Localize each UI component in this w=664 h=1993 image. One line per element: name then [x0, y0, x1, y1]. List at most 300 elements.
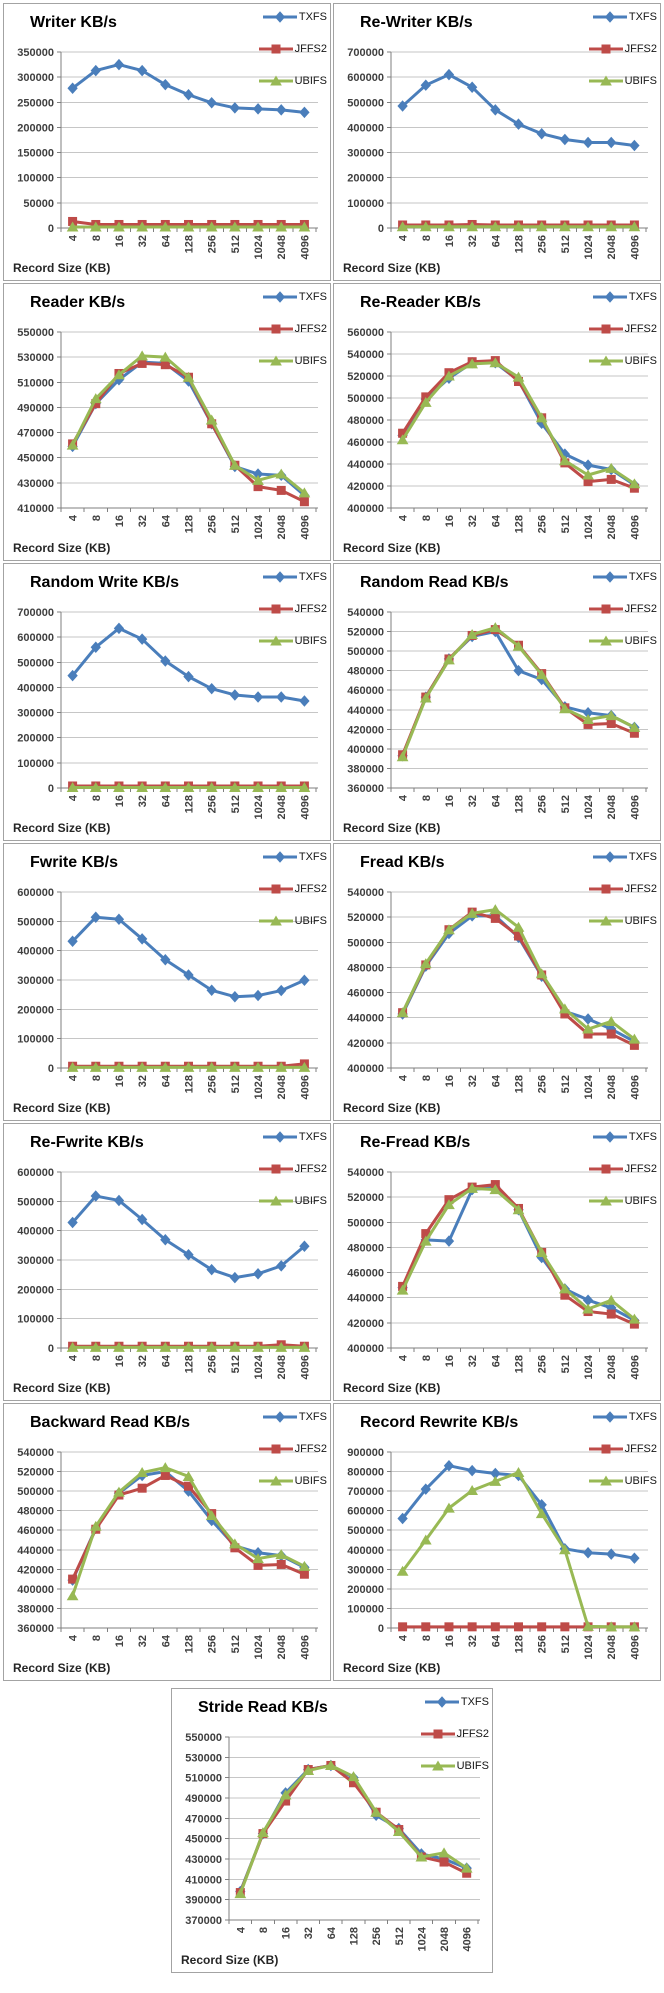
jffs2-square-marker-icon — [420, 1728, 456, 1740]
x-tick-label: 64 — [160, 795, 173, 808]
x-tick-label: 8 — [90, 1635, 103, 1642]
legend-item-ubifs — [588, 634, 657, 647]
legend — [258, 290, 327, 367]
txfs-data-point-marker-icon — [254, 692, 263, 702]
x-tick-label: 2048 — [606, 1075, 619, 1100]
series-jffs2 — [236, 1761, 470, 1896]
legend-label: JFFS2 — [624, 1442, 657, 1455]
chart-panel-record-rewrite-kb-s — [333, 1403, 661, 1681]
chart-title: Re-Fread KB/s — [360, 1134, 471, 1151]
chart-panel-backward-read-kb-s — [3, 1403, 331, 1681]
y-tick-label: 540000 — [347, 887, 384, 899]
ubifs-triangle-marker-icon — [588, 1475, 624, 1487]
x-tick-label: 2048 — [276, 795, 289, 820]
y-tick-label: 300000 — [17, 1255, 54, 1267]
jffs2-square-marker-icon — [588, 1443, 624, 1455]
y-tick-label: 560000 — [347, 327, 384, 339]
txfs-data-point-marker-icon — [584, 138, 593, 148]
y-tick-label: 700000 — [347, 1486, 384, 1499]
legend-item-ubifs — [258, 1474, 327, 1487]
legend-label: TXFS — [298, 1410, 327, 1423]
legend-item-ubifs — [588, 1194, 657, 1207]
txfs-data-point-marker-icon — [114, 60, 123, 70]
legend-item-txfs — [258, 1130, 327, 1143]
y-tick-label: 600000 — [17, 887, 54, 899]
x-tick-label: 4096 — [461, 1927, 474, 1952]
x-axis-title: Record Size (KB) — [13, 1661, 111, 1675]
y-tick-label: 530000 — [185, 1752, 222, 1765]
txfs-data-point-marker-icon — [254, 1269, 263, 1279]
legend-label: UBIFS — [624, 74, 657, 87]
legend-item-txfs — [588, 1130, 657, 1143]
jffs2-data-point-marker-icon — [161, 1471, 169, 1479]
y-tick-label: 360000 — [17, 1623, 54, 1635]
legend-label: TXFS — [628, 1130, 657, 1143]
x-tick-label: 128 — [183, 795, 196, 814]
x-tick-label: 8 — [420, 795, 433, 802]
series-ubifs — [68, 783, 310, 792]
x-tick-label: 4 — [397, 235, 410, 242]
jffs2-square-marker-icon — [588, 883, 624, 895]
jffs2-data-point-marker-icon — [300, 1570, 308, 1578]
x-tick-label: 64 — [160, 1075, 173, 1088]
legend-item-ubifs — [258, 354, 327, 367]
y-tick-label: 450000 — [17, 452, 54, 465]
ubifs-triangle-marker-icon — [588, 1195, 624, 1207]
x-tick-label: 64 — [490, 1075, 503, 1088]
x-tick-label: 4096 — [629, 1635, 642, 1660]
jffs2-square-marker-icon — [258, 1163, 294, 1175]
x-tick-label: 64 — [490, 235, 503, 248]
txfs-diamond-marker-icon — [262, 571, 298, 583]
legend-label: JFFS2 — [294, 602, 327, 615]
chart-panel-fread-kb-s — [333, 843, 661, 1121]
legend — [258, 850, 327, 927]
y-tick-label: 460000 — [347, 437, 384, 449]
legend-label: TXFS — [298, 1130, 327, 1143]
legend — [258, 570, 327, 647]
x-tick-label: 1024 — [583, 1075, 596, 1100]
txfs-marker-glyph-icon — [275, 1132, 284, 1142]
x-tick-label: 32 — [137, 1075, 150, 1088]
y-tick-label: 400000 — [347, 503, 384, 515]
x-tick-label: 2048 — [276, 235, 289, 260]
legend-item-txfs — [258, 1410, 327, 1423]
y-tick-label: 400000 — [347, 1343, 384, 1355]
x-tick-label: 1024 — [583, 235, 596, 260]
x-tick-label: 4 — [397, 1355, 410, 1362]
x-tick-label: 4 — [235, 1927, 248, 1934]
y-tick-label: 500000 — [347, 937, 384, 950]
x-tick-label: 1024 — [583, 1355, 596, 1380]
y-tick-label: 50000 — [23, 197, 54, 210]
x-tick-label: 4096 — [299, 795, 312, 820]
jffs2-marker-glyph-icon — [272, 885, 280, 893]
y-tick-label: 300000 — [347, 147, 384, 160]
x-tick-label: 1024 — [253, 1635, 266, 1660]
txfs-data-point-marker-icon — [444, 70, 453, 80]
txfs-data-point-marker-icon — [230, 992, 239, 1002]
txfs-diamond-marker-icon — [262, 1131, 298, 1143]
x-tick-label: 4096 — [629, 1075, 642, 1100]
y-tick-label: 250000 — [17, 97, 54, 110]
x-tick-label: 1024 — [253, 515, 266, 540]
txfs-data-point-marker-icon — [630, 1553, 639, 1563]
legend — [588, 10, 657, 87]
legend-item-txfs — [258, 570, 327, 583]
legend-item-ubifs — [258, 914, 327, 927]
x-axis-title: Record Size (KB) — [343, 541, 441, 555]
txfs-data-point-marker-icon — [230, 1273, 239, 1283]
jffs2-square-marker-icon — [258, 1443, 294, 1455]
y-tick-label: 100000 — [17, 1313, 54, 1326]
x-tick-label: 512 — [559, 1635, 572, 1654]
y-tick-label: 200000 — [347, 172, 384, 185]
y-tick-label: 500000 — [347, 97, 384, 110]
x-tick-label: 256 — [536, 235, 549, 254]
y-tick-label: 500000 — [17, 916, 54, 929]
x-tick-label: 16 — [443, 1075, 456, 1088]
legend-item-ubifs — [258, 1194, 327, 1207]
chart-title: Writer KB/s — [30, 14, 117, 31]
y-tick-label: 550000 — [185, 1732, 222, 1744]
chart-panel-stride-read-kb-s — [171, 1688, 493, 1973]
txfs-marker-glyph-icon — [275, 1412, 284, 1422]
txfs-diamond-marker-icon — [592, 851, 628, 863]
legend-label: JFFS2 — [294, 322, 327, 335]
x-tick-label: 4096 — [299, 1635, 312, 1660]
x-tick-label: 2048 — [606, 1355, 619, 1380]
jffs2-data-point-marker-icon — [607, 1310, 615, 1318]
ubifs-triangle-marker-icon — [258, 1475, 294, 1487]
x-tick-label: 256 — [206, 795, 219, 814]
y-tick-label: 0 — [377, 223, 384, 235]
legend-item-ubifs — [420, 1759, 489, 1772]
x-tick-label: 4096 — [299, 515, 312, 540]
chart-title: Backward Read KB/s — [30, 1414, 191, 1431]
y-tick-label: 0 — [47, 223, 54, 235]
x-tick-label: 1024 — [583, 515, 596, 540]
jffs2-data-point-marker-icon — [138, 1484, 146, 1492]
txfs-marker-glyph-icon — [605, 1132, 614, 1142]
x-tick-label: 4 — [67, 1355, 80, 1362]
x-tick-label: 32 — [137, 1635, 150, 1648]
legend-item-txfs — [420, 1695, 489, 1708]
legend — [588, 570, 657, 647]
jffs2-square-marker-icon — [258, 883, 294, 895]
jffs2-square-marker-icon — [258, 323, 294, 335]
y-tick-label: 600000 — [17, 1167, 54, 1179]
x-tick-label: 16 — [443, 1635, 456, 1648]
y-tick-label: 440000 — [347, 1012, 384, 1025]
y-tick-label: 470000 — [185, 1813, 222, 1826]
chart-panel-re-fwrite-kb-s — [3, 1123, 331, 1401]
txfs-data-point-marker-icon — [607, 1549, 616, 1559]
x-tick-label: 4096 — [629, 795, 642, 820]
jffs2-marker-glyph-icon — [602, 325, 610, 333]
x-tick-label: 1024 — [416, 1927, 429, 1952]
y-tick-label: 100000 — [17, 172, 54, 185]
x-tick-label: 8 — [90, 235, 103, 242]
x-tick-label: 128 — [183, 1635, 196, 1654]
jffs2-data-point-marker-icon — [277, 1560, 285, 1568]
legend-item-txfs — [258, 290, 327, 303]
x-tick-label: 32 — [467, 795, 480, 808]
x-tick-label: 1024 — [583, 795, 596, 820]
txfs-marker-glyph-icon — [437, 1697, 446, 1707]
jffs2-data-point-marker-icon — [515, 1623, 523, 1631]
x-tick-label: 64 — [325, 1927, 338, 1940]
x-tick-label: 32 — [467, 1355, 480, 1368]
legend-item-txfs — [258, 10, 327, 23]
legend-item-ubifs — [588, 354, 657, 367]
x-tick-label: 512 — [229, 1355, 242, 1374]
x-tick-label: 128 — [183, 1075, 196, 1094]
x-tick-label: 32 — [137, 795, 150, 808]
legend-item-jffs2 — [588, 1162, 657, 1175]
txfs-diamond-marker-icon — [262, 851, 298, 863]
chart-title: Reader KB/s — [30, 294, 126, 311]
x-tick-label: 2048 — [606, 795, 619, 820]
y-tick-label: 700000 — [17, 607, 54, 619]
jffs2-data-point-marker-icon — [491, 1623, 499, 1631]
txfs-diamond-marker-icon — [262, 11, 298, 23]
jffs2-data-point-marker-icon — [491, 914, 499, 922]
txfs-data-point-marker-icon — [560, 134, 569, 144]
x-tick-label: 4 — [67, 1635, 80, 1642]
txfs-data-point-marker-icon — [300, 107, 309, 117]
legend-item-jffs2 — [258, 602, 327, 615]
x-axis-title: Record Size (KB) — [13, 1381, 111, 1395]
y-tick-label: 550000 — [17, 327, 54, 339]
legend-label: TXFS — [628, 570, 657, 583]
y-tick-label: 500000 — [17, 1486, 54, 1499]
legend-item-jffs2 — [258, 322, 327, 335]
y-tick-label: 430000 — [17, 477, 54, 490]
x-tick-label: 512 — [559, 1075, 572, 1094]
x-tick-label: 512 — [559, 1355, 572, 1374]
legend-label: UBIFS — [624, 1194, 657, 1207]
y-tick-label: 600000 — [347, 72, 384, 85]
y-tick-label: 440000 — [347, 1292, 384, 1305]
x-tick-label: 16 — [113, 1075, 126, 1088]
x-tick-label: 32 — [467, 515, 480, 528]
x-tick-label: 1024 — [253, 1355, 266, 1380]
jffs2-marker-glyph-icon — [602, 885, 610, 893]
y-tick-label: 520000 — [347, 371, 384, 383]
y-tick-label: 520000 — [347, 626, 384, 639]
jffs2-square-marker-icon — [258, 603, 294, 615]
legend — [588, 850, 657, 927]
legend-item-txfs — [588, 570, 657, 583]
txfs-diamond-marker-icon — [592, 571, 628, 583]
legend-item-txfs — [588, 850, 657, 863]
legend-label: TXFS — [460, 1695, 489, 1708]
x-tick-label: 512 — [559, 235, 572, 254]
y-tick-label: 540000 — [347, 1167, 384, 1179]
ubifs-triangle-marker-icon — [258, 635, 294, 647]
x-tick-label: 2048 — [606, 1635, 619, 1660]
x-tick-label: 4096 — [629, 235, 642, 260]
jffs2-data-point-marker-icon — [468, 1623, 476, 1631]
legend-item-jffs2 — [588, 602, 657, 615]
y-tick-label: 900000 — [347, 1447, 384, 1459]
txfs-data-point-marker-icon — [230, 690, 239, 700]
x-tick-label: 128 — [513, 1075, 526, 1094]
x-tick-label: 128 — [513, 235, 526, 254]
x-tick-label: 256 — [371, 1927, 384, 1946]
chart-title: Record Rewrite KB/s — [360, 1414, 519, 1431]
jffs2-data-point-marker-icon — [607, 475, 615, 483]
y-tick-label: 300000 — [17, 975, 54, 987]
x-tick-label: 128 — [513, 515, 526, 534]
y-tick-label: 150000 — [17, 147, 54, 160]
x-tick-label: 256 — [536, 1355, 549, 1374]
y-tick-label: 410000 — [17, 503, 54, 515]
x-tick-label: 16 — [443, 795, 456, 808]
txfs-marker-glyph-icon — [605, 572, 614, 582]
y-tick-label: 450000 — [185, 1833, 222, 1846]
ubifs-triangle-marker-icon — [588, 75, 624, 87]
x-tick-label: 32 — [467, 1075, 480, 1088]
ubifs-triangle-marker-icon — [420, 1760, 456, 1772]
y-tick-label: 500000 — [347, 1525, 384, 1538]
y-tick-label: 480000 — [347, 415, 384, 427]
txfs-data-point-marker-icon — [300, 696, 309, 706]
y-tick-label: 420000 — [17, 1564, 54, 1577]
y-tick-label: 380000 — [347, 763, 384, 776]
jffs2-data-point-marker-icon — [445, 1623, 453, 1631]
x-tick-label: 64 — [160, 235, 173, 248]
series-jffs2 — [69, 1471, 309, 1583]
txfs-data-point-marker-icon — [468, 1466, 477, 1476]
x-tick-label: 512 — [229, 235, 242, 254]
x-tick-label: 4096 — [299, 1075, 312, 1100]
txfs-marker-glyph-icon — [605, 1412, 614, 1422]
x-tick-label: 256 — [536, 1075, 549, 1094]
jffs2-marker-glyph-icon — [272, 1165, 280, 1173]
x-tick-label: 128 — [183, 235, 196, 254]
x-axis-title: Record Size (KB) — [13, 1101, 111, 1115]
jffs2-marker-glyph-icon — [602, 1165, 610, 1173]
chart-panel-fwrite-kb-s — [3, 843, 331, 1121]
y-tick-label: 530000 — [17, 352, 54, 365]
x-tick-label: 4 — [67, 235, 80, 242]
chart-title: Re-Writer KB/s — [360, 14, 473, 31]
txfs-data-point-marker-icon — [277, 986, 286, 996]
x-tick-label: 128 — [513, 1355, 526, 1374]
x-tick-label: 512 — [229, 1075, 242, 1094]
x-tick-label: 512 — [559, 515, 572, 534]
y-tick-label: 300000 — [17, 707, 54, 720]
txfs-diamond-marker-icon — [592, 291, 628, 303]
legend-label: JFFS2 — [294, 882, 327, 895]
y-tick-label: 540000 — [347, 607, 384, 619]
txfs-data-point-marker-icon — [184, 90, 193, 100]
ubifs-triangle-marker-icon — [258, 355, 294, 367]
x-tick-label: 8 — [420, 515, 433, 522]
x-tick-label: 32 — [137, 515, 150, 528]
txfs-data-point-marker-icon — [230, 103, 239, 113]
x-tick-label: 2048 — [439, 1927, 452, 1952]
txfs-data-point-marker-icon — [584, 1014, 593, 1024]
chart-panel-random-read-kb-s — [333, 563, 661, 841]
legend-label: TXFS — [628, 290, 657, 303]
jffs2-data-point-marker-icon — [538, 1623, 546, 1631]
x-tick-label: 1024 — [253, 795, 266, 820]
x-tick-label: 256 — [536, 515, 549, 534]
y-tick-label: 200000 — [17, 1284, 54, 1297]
x-axis-title: Record Size (KB) — [181, 1953, 279, 1967]
x-tick-label: 32 — [467, 235, 480, 248]
y-tick-label: 380000 — [17, 1603, 54, 1616]
txfs-diamond-marker-icon — [262, 1411, 298, 1423]
chart-title: Re-Reader KB/s — [360, 294, 481, 311]
txfs-marker-glyph-icon — [275, 572, 284, 582]
x-tick-label: 256 — [206, 1355, 219, 1374]
y-tick-label: 410000 — [185, 1874, 222, 1887]
x-tick-label: 64 — [160, 1635, 173, 1648]
y-tick-label: 300000 — [347, 1564, 384, 1577]
ubifs-data-point-marker-icon — [68, 1591, 78, 1600]
series-ubifs — [68, 351, 310, 497]
x-tick-label: 4 — [67, 515, 80, 522]
x-tick-label: 8 — [420, 1355, 433, 1362]
x-tick-label: 512 — [559, 795, 572, 814]
x-tick-label: 16 — [113, 235, 126, 248]
y-tick-label: 200000 — [17, 1004, 54, 1017]
x-tick-label: 128 — [348, 1927, 361, 1946]
txfs-diamond-marker-icon — [592, 1411, 628, 1423]
x-tick-label: 4 — [397, 1635, 410, 1642]
y-tick-label: 500000 — [17, 1196, 54, 1209]
x-tick-label: 4 — [67, 1075, 80, 1082]
x-tick-label: 4 — [397, 1075, 410, 1082]
y-tick-label: 400000 — [17, 1225, 54, 1238]
legend-item-jffs2 — [588, 42, 657, 55]
legend-item-ubifs — [588, 74, 657, 87]
legend-item-jffs2 — [258, 42, 327, 55]
legend-label: UBIFS — [294, 914, 327, 927]
y-tick-label: 350000 — [17, 47, 54, 59]
legend-label: JFFS2 — [294, 1162, 327, 1175]
txfs-data-point-marker-icon — [207, 98, 216, 108]
jffs2-data-point-marker-icon — [561, 1623, 569, 1631]
y-tick-label: 440000 — [347, 459, 384, 471]
x-tick-label: 256 — [536, 1635, 549, 1654]
legend-item-jffs2 — [588, 1442, 657, 1455]
y-tick-label: 500000 — [17, 657, 54, 670]
x-tick-label: 256 — [206, 235, 219, 254]
x-tick-label: 32 — [467, 1635, 480, 1648]
legend-label: TXFS — [298, 850, 327, 863]
x-tick-label: 16 — [113, 1635, 126, 1648]
y-tick-label: 100000 — [347, 1603, 384, 1616]
jffs2-square-marker-icon — [588, 323, 624, 335]
jffs2-marker-glyph-icon — [272, 605, 280, 613]
y-tick-label: 500000 — [347, 393, 384, 405]
x-tick-label: 1024 — [253, 235, 266, 260]
y-tick-label: 480000 — [347, 962, 384, 975]
legend-label: UBIFS — [624, 1474, 657, 1487]
x-tick-label: 256 — [206, 1635, 219, 1654]
ubifs-triangle-marker-icon — [258, 1195, 294, 1207]
legend — [588, 290, 657, 367]
y-tick-label: 600000 — [347, 1505, 384, 1518]
y-tick-label: 480000 — [17, 1505, 54, 1518]
txfs-data-point-marker-icon — [277, 105, 286, 115]
y-tick-label: 400000 — [347, 122, 384, 135]
